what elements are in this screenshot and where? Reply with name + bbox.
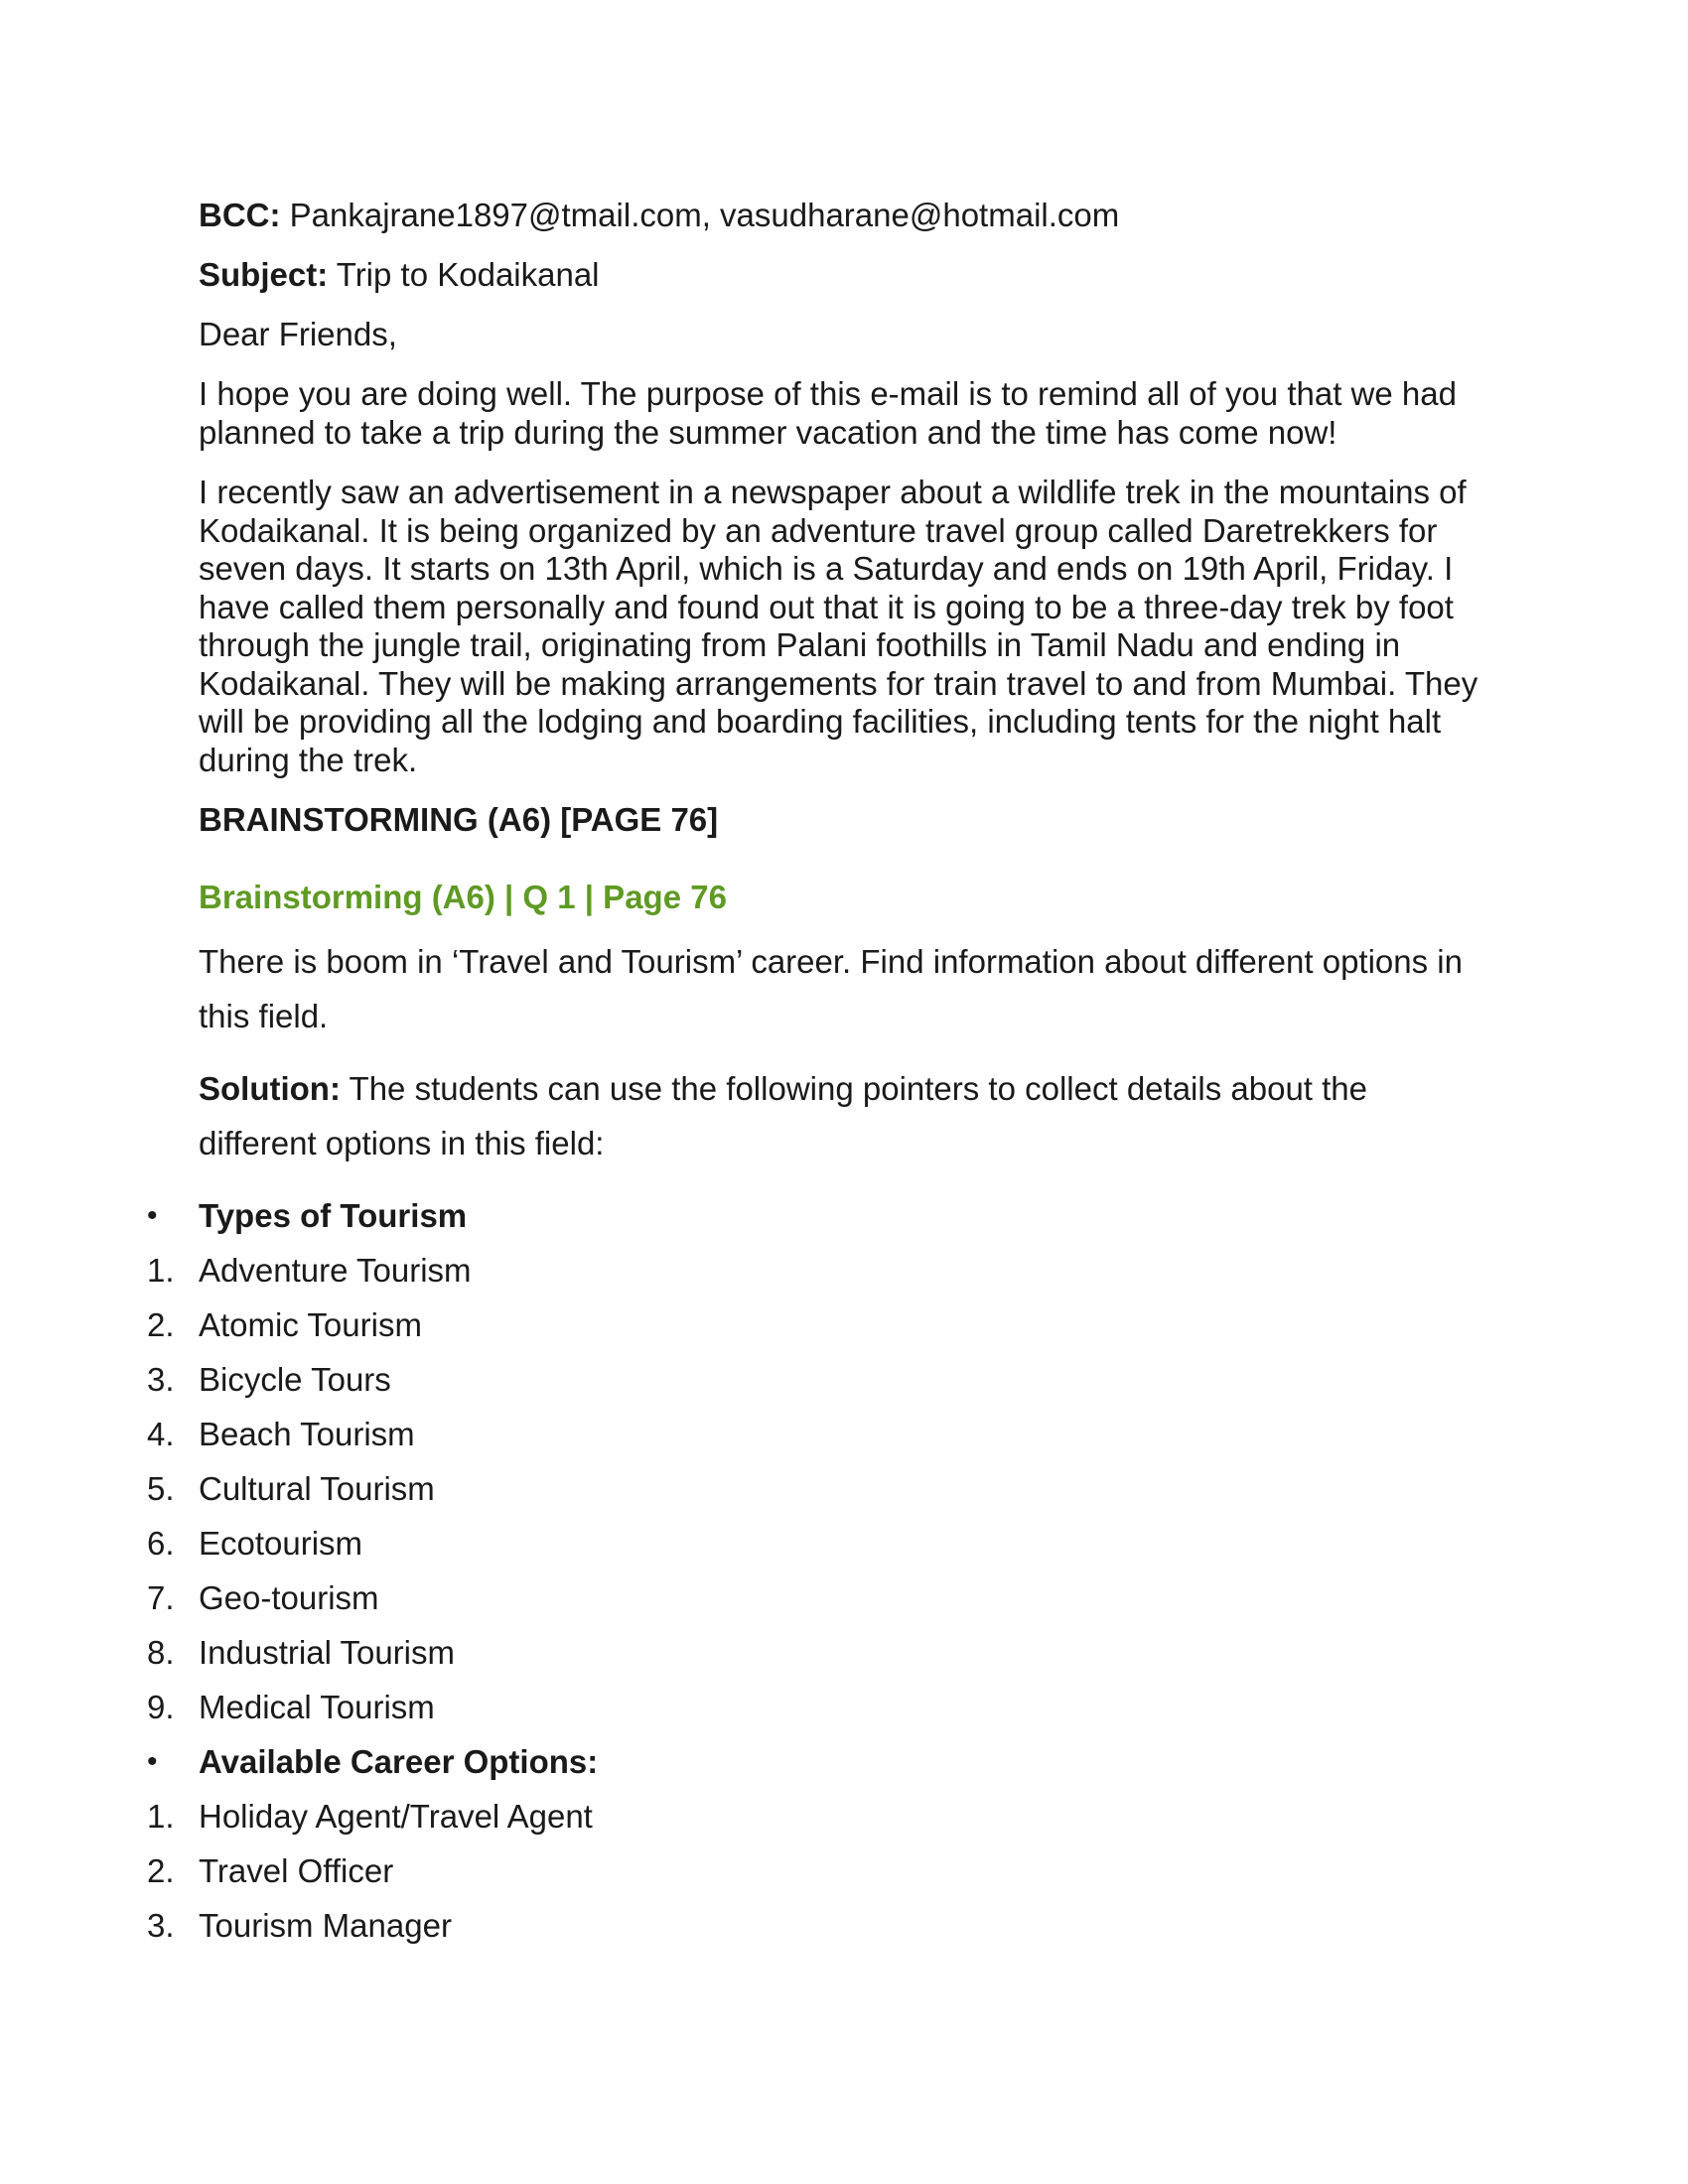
question-heading: Brainstorming (A6) | Q 1 | Page 76: [199, 879, 727, 915]
list-item-number: 9.: [147, 1689, 175, 1725]
list-item-number: 3.: [147, 1361, 175, 1398]
bcc-label: BCC:: [199, 197, 281, 233]
list-item: [147, 1297, 1489, 1352]
list-item: [147, 1352, 1489, 1407]
list-item: [147, 1789, 1489, 1843]
list-item: [147, 1625, 1489, 1680]
question-text: There is boom in ‘Travel and Tourism’ career. Find information about different options in this field.: [199, 943, 1463, 1034]
list-item-number: 5.: [147, 1470, 175, 1507]
subject-label: Subject:: [199, 256, 329, 293]
list-item-number: 7.: [147, 1579, 175, 1616]
list-item-text: Adventure Tourism: [199, 1252, 472, 1289]
list-item: [147, 1243, 1489, 1297]
list-item-text: Beach Tourism: [199, 1416, 415, 1452]
list-item: [147, 1516, 1489, 1570]
list-item-number: 8.: [147, 1634, 175, 1671]
list-item-text: Bicycle Tours: [199, 1361, 391, 1398]
list-item-text: Travel Officer: [199, 1852, 394, 1889]
list-item-text: Ecotourism: [199, 1525, 363, 1562]
list-item-number: 4.: [147, 1416, 175, 1452]
bcc-value: Pankajrane1897@tmail.com, vasudharane@hotmail.com: [280, 197, 1120, 233]
list-item-number: 6.: [147, 1525, 175, 1562]
list-item-text: Geo-tourism: [199, 1579, 379, 1616]
list-item-text: Cultural Tourism: [199, 1470, 435, 1507]
list-item: [147, 1407, 1489, 1461]
list-item-text: Atomic Tourism: [199, 1306, 422, 1343]
list-item: [147, 1570, 1489, 1625]
tourism-heading-row: [147, 1188, 1489, 1243]
bcc-line: [199, 197, 1489, 234]
subject-value: Trip to Kodaikanal: [328, 256, 600, 293]
list-item-text: Medical Tourism: [199, 1689, 435, 1725]
list-item-number: 2.: [147, 1306, 175, 1343]
list-item: [147, 1843, 1489, 1898]
subject-line: [199, 256, 1489, 294]
career-heading: Available Career Options:: [199, 1743, 599, 1780]
tourism-heading: Types of Tourism: [199, 1197, 468, 1234]
list-item-text: Tourism Manager: [199, 1907, 452, 1944]
list-item-number: 2.: [147, 1852, 175, 1889]
list-item-number: 3.: [147, 1907, 175, 1944]
solution-body: The students can use the following pointers to collect details about the different options in this field:: [199, 1070, 1368, 1161]
list-item-number: 1.: [147, 1252, 175, 1289]
list-item: [147, 1898, 1489, 1953]
list-item-number: 1.: [147, 1798, 175, 1835]
list-item: [147, 1461, 1489, 1516]
bullet-marker: •: [147, 1199, 158, 1232]
email-paragraph-2: I recently saw an advertisement in a newspaper about a wildlife trek in the mountains of Kodaikanal. It is being organized by an adventure travel group called Daretrekkers for seven days. It starts on 13th April, which is a Saturday and ends on 19th April, Friday. I have called them personally and found out that it is going to be a three-day trek by foot through the jungle trail, originating from Palani foothills in Tamil Nadu and ending in Kodaikanal. They will be making arrangements for train travel to and from Mumbai. They will be providing all the lodging and boarding facilities, including tents for the night halt during the trek.: [199, 474, 1478, 778]
list-item-text: Industrial Tourism: [199, 1634, 455, 1671]
list-item-text: Holiday Agent/Travel Agent: [199, 1798, 593, 1835]
list-item: [147, 1680, 1489, 1734]
tourism-list: [147, 1188, 1489, 1953]
solution-text: [199, 1061, 1489, 1170]
section-heading: BRAINSTORMING (A6) [PAGE 76]: [199, 801, 719, 838]
bullet-marker: •: [147, 1745, 158, 1778]
email-paragraph-1: I hope you are doing well. The purpose of this e-mail is to remind all of you that we had planned to take a trip during the summer vacation and the time has come now!: [199, 375, 1457, 451]
document-content: [147, 197, 1489, 1953]
career-heading-row: [147, 1734, 1489, 1789]
solution-label: Solution:: [199, 1070, 341, 1107]
greeting: Dear Friends,: [199, 316, 397, 352]
